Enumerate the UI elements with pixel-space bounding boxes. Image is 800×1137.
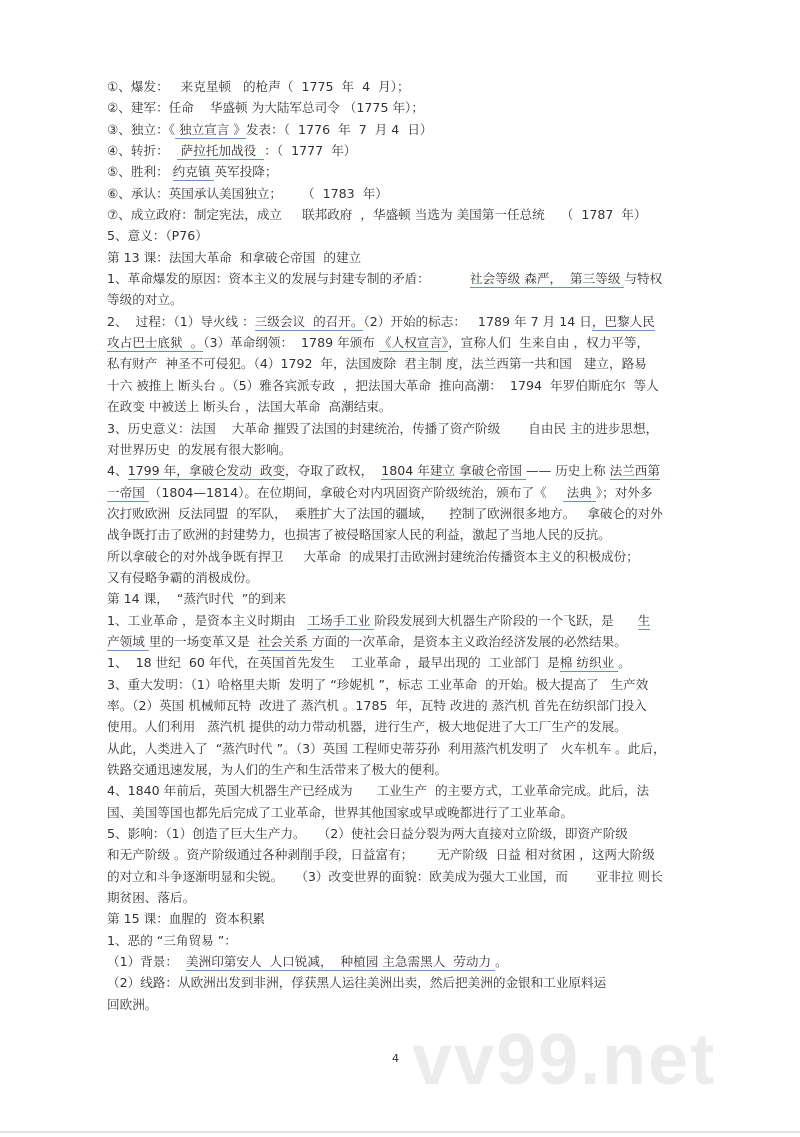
- text-line: [107, 97, 424, 118]
- text-line: [107, 738, 666, 759]
- text-line: [107, 76, 410, 97]
- text-segment: 期贫困、落后。: [107, 890, 196, 906]
- text-segment: 铁路交通迅速发展，为人们的生产和生活带来了极大的便利。: [107, 762, 448, 777]
- watermark: vv99.net: [412, 1020, 717, 1100]
- underlined-answer: 一帝国: [107, 484, 149, 500]
- text-segment: 1、革命爆发的原因：资本主义的发展与封建专制的矛盾：: [107, 271, 470, 287]
- text-line: [107, 716, 627, 737]
- text-segment: 所以拿破仑的对外战争既有捍卫 大革命 的成果打击欧洲封建统治传播资本主义的积极成份；: [107, 548, 639, 564]
- text-segment: ⑦、成立政府：制定宪法，成立 联邦政府 ，华盛顿 当选为 美国第一任总统 （ 1787 年）: [107, 207, 647, 223]
- text-segment: 在政变 中被送上 断头台 ，法国大革命 高潮结束。: [107, 399, 392, 415]
- underlined-answer: 美洲印第安人 人口锐减， 种植园 主急需黑人 劳动力: [186, 954, 496, 970]
- text-line: [107, 140, 356, 161]
- text-segment: ，夺取了政权，: [285, 463, 382, 479]
- text-line: [107, 225, 208, 246]
- text-line: [107, 610, 650, 631]
- text-segment: （2）线路：从欧洲出发到非洲，俘获黑人运往美洲出卖，然后把美洲的金银和工业原料运: [107, 975, 607, 991]
- text-line: [107, 802, 573, 823]
- text-line: [107, 695, 647, 716]
- text-segment: 与特权: [624, 271, 663, 287]
- text-line: [107, 119, 433, 140]
- underlined-answer: 三级会议 的召开。: [254, 313, 364, 329]
- text-line: [107, 524, 611, 545]
- underlined-answer: 独立宣言 》: [174, 121, 246, 137]
- text-segment: 》；对外多: [595, 484, 653, 500]
- page-bottom-divider: [0, 1131, 800, 1133]
- text-line: [107, 930, 237, 951]
- text-segment: ④、转折：: [107, 143, 177, 159]
- text-line: [107, 866, 663, 887]
- text-segment: ⑥、承认：英国承认美国独立； （ 1783 年）: [107, 185, 388, 201]
- underlined-answer: 社会关系: [257, 633, 312, 649]
- text-segment: 1、恶的 “三角贸易 ”：: [107, 932, 237, 948]
- text-segment: ：（ 1777 年）: [264, 143, 357, 159]
- text-segment: 1、工业革命 ，是资本主义时期由: [107, 612, 308, 628]
- text-line: [107, 546, 639, 567]
- text-segment: ③、独立：《: [107, 121, 175, 137]
- text-line: [107, 375, 659, 396]
- text-segment: 又有侵略争霸的消极成份。: [107, 569, 259, 585]
- underlined-answer: 萨拉托加战役: [176, 143, 265, 159]
- text-segment: 国、美国等国也都先后完成了工业革命，世界其他国家或早或晚都进行了工业革命。: [107, 804, 573, 820]
- text-line: [107, 674, 648, 695]
- text-line: [107, 396, 392, 417]
- underlined-answer: 社会等级 森严， 第三等级: [469, 271, 625, 287]
- text-segment: —— 历史上称: [526, 463, 610, 479]
- text-segment: ，宣称人们 生来自由 ，权力平等，: [448, 335, 650, 351]
- text-segment: 和无产阶级 。资产阶级通过各种剥削手段，日益富有； 无产阶级 日益 相对贫困 ，这两大阶级: [107, 847, 655, 863]
- text-segment: 5、影响：（1）创造了巨大生产力。 （2）使社会日益分裂为两大直接对立阶级，即资产阶级: [107, 826, 628, 842]
- text-segment: 4、: [107, 463, 128, 479]
- text-segment: 方面的一次革命，是资本主义政治经济发展的必然结果。: [311, 633, 627, 649]
- text-line: [107, 631, 627, 652]
- text-segment: （2）开始的标志： 1789 年 7 月 14 日: [363, 313, 592, 329]
- text-line: [107, 161, 277, 182]
- underlined-answer: 法兰西第: [609, 463, 660, 479]
- text-segment: （1804—1814）。在位期间，拿破仑对内巩固资产阶级统治，颁布了《: [148, 484, 563, 500]
- text-line: [107, 972, 606, 993]
- text-line: [107, 204, 647, 225]
- text-line: [107, 439, 291, 460]
- text-segment: 。: [495, 954, 508, 970]
- text-segment: 4、1840 年前后，英国大机器生产已经成为 工业生产 的主要方式，工业革命完成。此后，法: [107, 783, 650, 799]
- text-line: [107, 289, 183, 310]
- underlined-answer: 法典: [562, 484, 596, 500]
- text-segment: 1、 18 世纪 60 年代，在英国首先发生 工业革命 ，最早出现的 工业部门 是: [107, 655, 560, 671]
- underlined-answer: 《人权宣言》: [378, 335, 449, 351]
- text-segment: 战争既打击了欧洲的封建势力，也损害了被侵略国家人民的利益，激起了当地人民的反抗。: [107, 527, 611, 543]
- text-segment: 从此，人类进入了 “蒸汽时代 ”。（3）英国 工程师史蒂芬孙 利用蒸汽机发明了 火车机车 。此后，: [107, 740, 666, 756]
- text-line: [107, 887, 195, 908]
- text-line: [107, 418, 658, 439]
- text-line: [107, 247, 361, 268]
- text-line: [107, 588, 286, 609]
- text-line: [107, 311, 655, 332]
- text-segment: （1）背景：: [107, 954, 186, 970]
- underlined-answer: ，巴黎人民: [591, 313, 655, 329]
- underlined-answer: 生: [637, 612, 651, 628]
- text-line: [107, 482, 653, 503]
- text-line: [107, 951, 508, 972]
- text-segment: 回欧洲。: [107, 996, 158, 1012]
- text-line: [107, 652, 631, 673]
- text-segment: ⑤、胜利：: [107, 164, 173, 180]
- text-segment: 对世界历史 的发展有很大影响。: [107, 441, 292, 457]
- text-line: [107, 567, 258, 588]
- text-segment: 5、意义：（P76）: [107, 228, 208, 244]
- text-line: [107, 780, 649, 801]
- text-segment: 发表：（ 1776 年 7 月 4 日）: [245, 121, 433, 137]
- text-line: [107, 503, 663, 524]
- text-segment: 第 13 课：法国大革命 和拿破仑帝国 的建立: [107, 249, 362, 265]
- text-line: [107, 268, 662, 289]
- page-number: 4: [392, 1052, 399, 1065]
- text-line: [107, 759, 447, 780]
- underlined-answer: 约克镇: [172, 164, 215, 180]
- text-segment: 的对立和斗争逐渐明显和尖锐。 （3）改变世界的面貌：欧美成为强大工业国，而 亚非拉 则长: [107, 868, 663, 884]
- text-segment: 2、 过程：（1）导火线 ：: [107, 313, 255, 329]
- text-segment: 英军投降；: [214, 164, 278, 180]
- text-segment: 次打败欧洲 反法同盟 的军队， 乘胜扩大了法国的疆域， 控制了欧洲很多地方。 拿破仑的对外: [107, 505, 663, 521]
- text-segment: 阶段发展到大机器生产阶段的一个飞跃，是: [374, 612, 638, 628]
- text-segment: 十六 被推上 断头台 。（5）雅各宾派专政 ，把法国大革命 推向高潮： 1794 年罗伯斯庇尔 等人: [107, 377, 659, 393]
- text-segment: （3）革命纲领： 1789 年颁布: [203, 335, 379, 351]
- text-segment: 。: [618, 655, 631, 671]
- underlined-answer: 1799 年，拿破仑发动 政变: [127, 463, 286, 479]
- text-segment: ②、建军：任命 华盛顿 为大陆军总司令 （1775 年）；: [107, 100, 424, 116]
- text-segment: 3、历史意义：法国 大革命 摧毁了法国的封建统治，传播了资产阶级 自由民 主的进步思想，: [107, 420, 659, 436]
- underlined-answer: 1804 年建立 拿破仑帝国: [381, 463, 526, 479]
- text-segment: 等级的对立。: [107, 292, 183, 308]
- text-segment: 3、重大发明：（1）哈格里夫斯 发明了 “珍妮机 ”，标志 工业革命 的开始。极大提高了 生产效: [107, 676, 649, 692]
- text-segment: 里的一场变革又是: [148, 633, 258, 649]
- text-segment: 使用。人们利用 蒸汽机 提供的动力带动机器，进行生产，极大地促进了大工厂生产的发展。: [107, 719, 627, 735]
- text-line: [107, 460, 660, 481]
- text-line: [107, 908, 265, 929]
- text-line: [107, 994, 157, 1015]
- underlined-answer: 棉 纺织业: [559, 655, 619, 671]
- text-segment: 第 14 课， “蒸汽时代 ”的到来: [107, 591, 287, 607]
- document-body: [107, 76, 666, 1015]
- text-line: [107, 823, 628, 844]
- text-segment: 率。（2）英国 机械师瓦特 改进了 蒸汽机 。1785 年，瓦特 改进的 蒸汽机 首先在纺织部门投入: [107, 697, 647, 713]
- text-line: [107, 844, 655, 865]
- underlined-answer: 攻占巴士底狱 。: [107, 335, 204, 351]
- text-line: [107, 332, 649, 353]
- text-line: [107, 353, 647, 374]
- underlined-answer: 产领域: [107, 633, 149, 649]
- text-segment: 第 15 课：血腥的 资本积累: [107, 911, 265, 927]
- underlined-answer: 工场手工业: [307, 612, 375, 628]
- text-segment: ①、爆发： 来克星顿 的枪声（ 1775 年 4 月）；: [107, 79, 410, 94]
- text-line: [107, 183, 388, 204]
- text-segment: 私有财产 神圣不可侵犯。（4）1792 年，法国废除 君主制 度，法兰西第一共和国 建立，路易: [107, 356, 647, 372]
